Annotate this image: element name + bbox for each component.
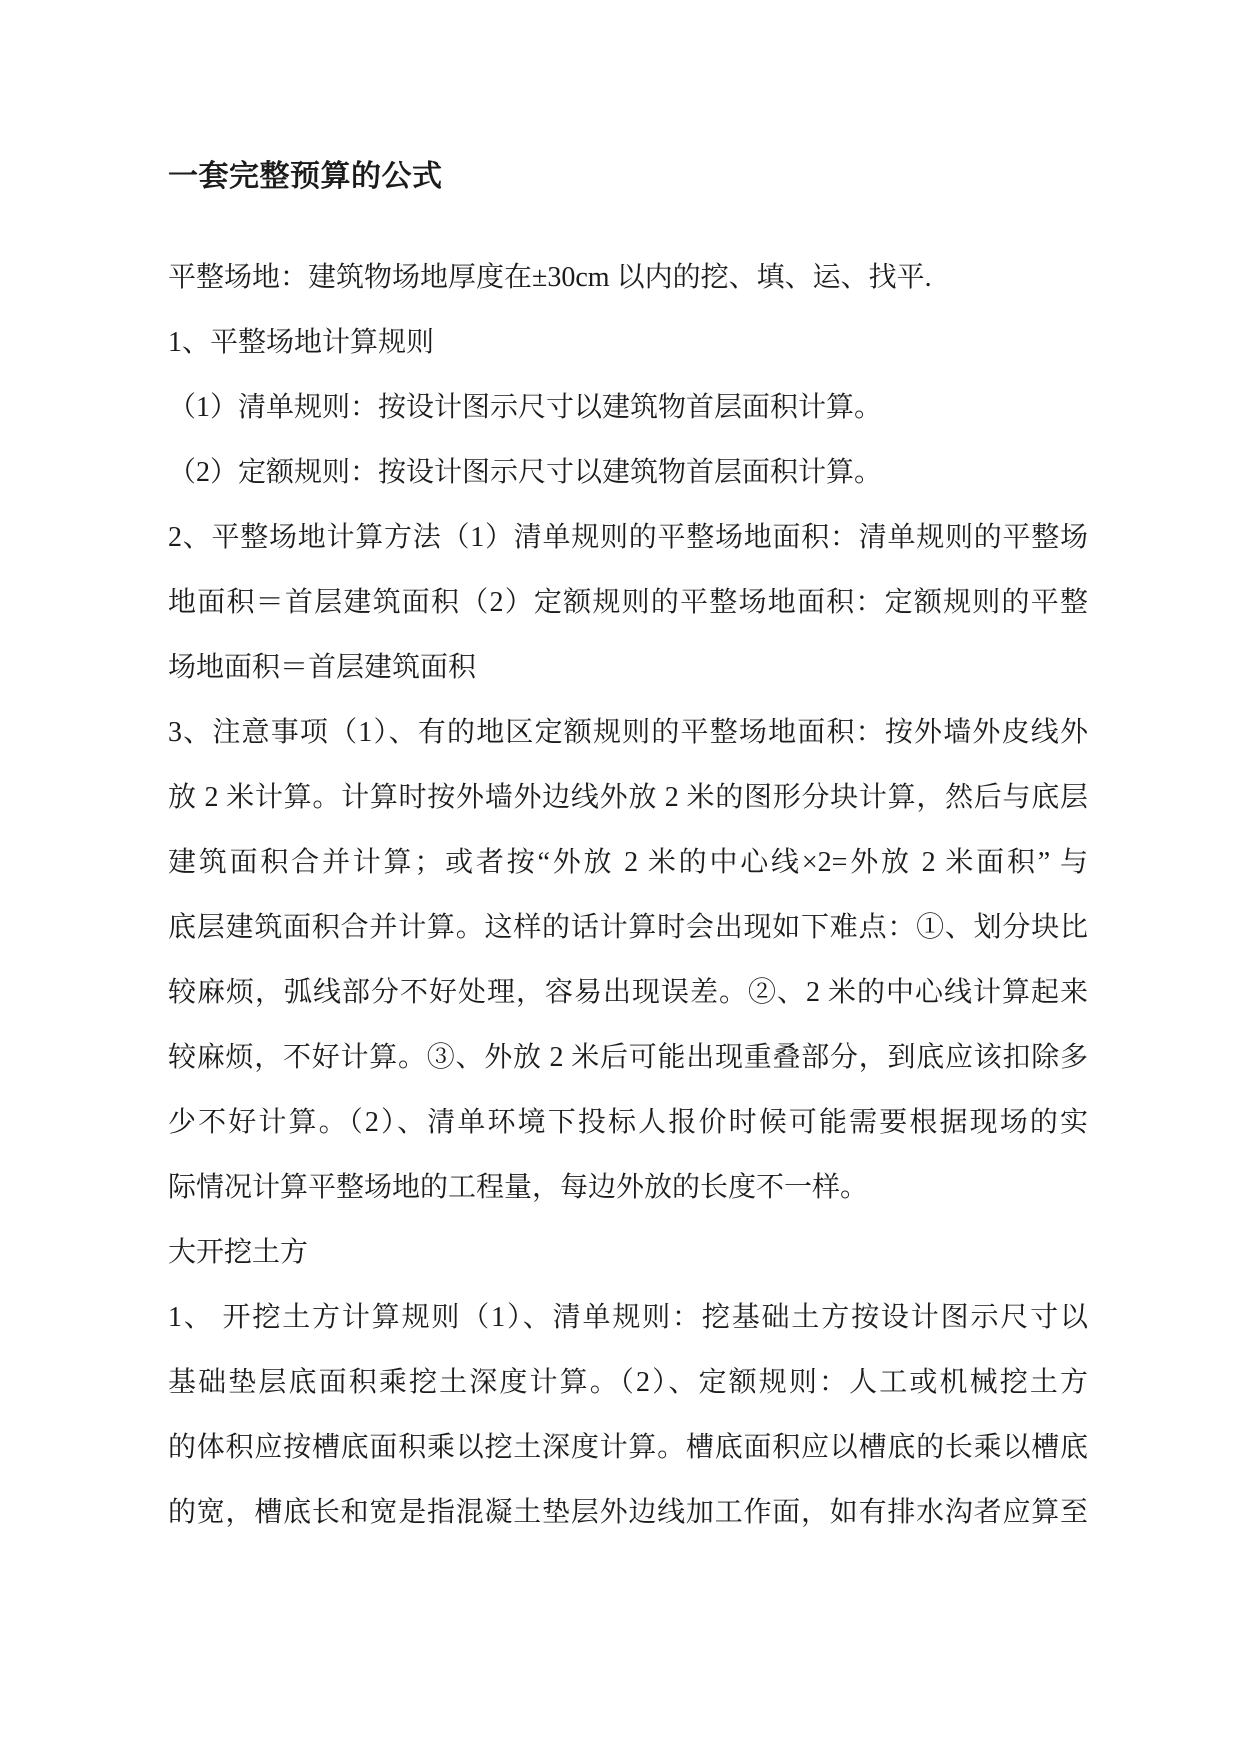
text-line: 底层建筑面积合并计算。这样的话计算时会出现如下难点：①、划分块比 xyxy=(168,912,1088,943)
text-line: 地面积＝首层建筑面积（2）定额规则的平整场地面积：定额规则的平整 xyxy=(168,587,1088,618)
text-line: （2）定额规则：按设计图示尺寸以建筑物首层面积计算。 xyxy=(168,457,883,488)
text-line: 较麻烦，不好计算。③、外放 2 米后可能出现重叠部分，到底应该扣除多 xyxy=(168,1042,1088,1073)
text-line: 场地面积＝首层建筑面积 xyxy=(168,652,477,683)
text-line: 2、平整场地计算方法（1）清单规则的平整场地面积：清单规则的平整场 xyxy=(168,522,1088,553)
text-line: 1、 开挖土方计算规则（1）、清单规则：挖基础土方按设计图示尺寸以 xyxy=(168,1302,1088,1333)
text-line: 的宽，槽底长和宽是指混凝土垫层外边线加工作面，如有排水沟者应算至 xyxy=(168,1497,1088,1528)
text-line: 少不好计算。（2）、清单环境下投标人报价时候可能需要根据现场的实 xyxy=(168,1107,1088,1138)
text-line: 3、注意事项（1）、有的地区定额规则的平整场地面积：按外墙外皮线外 xyxy=(168,717,1088,748)
text-line: 放 2 米计算。计算时按外墙外边线外放 2 米的图形分块计算，然后与底层 xyxy=(168,782,1088,813)
text-line: 较麻烦，弧线部分不好处理，容易出现误差。②、2 米的中心线计算起来 xyxy=(168,977,1088,1008)
text-line: 平整场地：建筑物场地厚度在±30cm 以内的挖、填、运、找平. xyxy=(168,262,932,293)
text-line: 1、平整场地计算规则 xyxy=(168,327,435,358)
document-title: 一套完整预算的公式 xyxy=(168,160,443,193)
text-line: 际情况计算平整场地的工程量，每边外放的长度不一样。 xyxy=(168,1172,869,1203)
text-line: 的体积应按槽底面积乘以挖土深度计算。槽底面积应以槽底的长乘以槽底 xyxy=(168,1432,1088,1463)
text-line: （1）清单规则：按设计图示尺寸以建筑物首层面积计算。 xyxy=(168,392,883,423)
text-line: 建筑面积合并计算；或者按“外放 2 米的中心线×2=外放 2 米面积” 与 xyxy=(168,847,1088,878)
text-line: 基础垫层底面积乘挖土深度计算。（2）、定额规则：人工或机械挖土方 xyxy=(168,1367,1088,1398)
text-line: 大开挖土方 xyxy=(168,1237,309,1268)
document-body xyxy=(168,245,1088,1545)
